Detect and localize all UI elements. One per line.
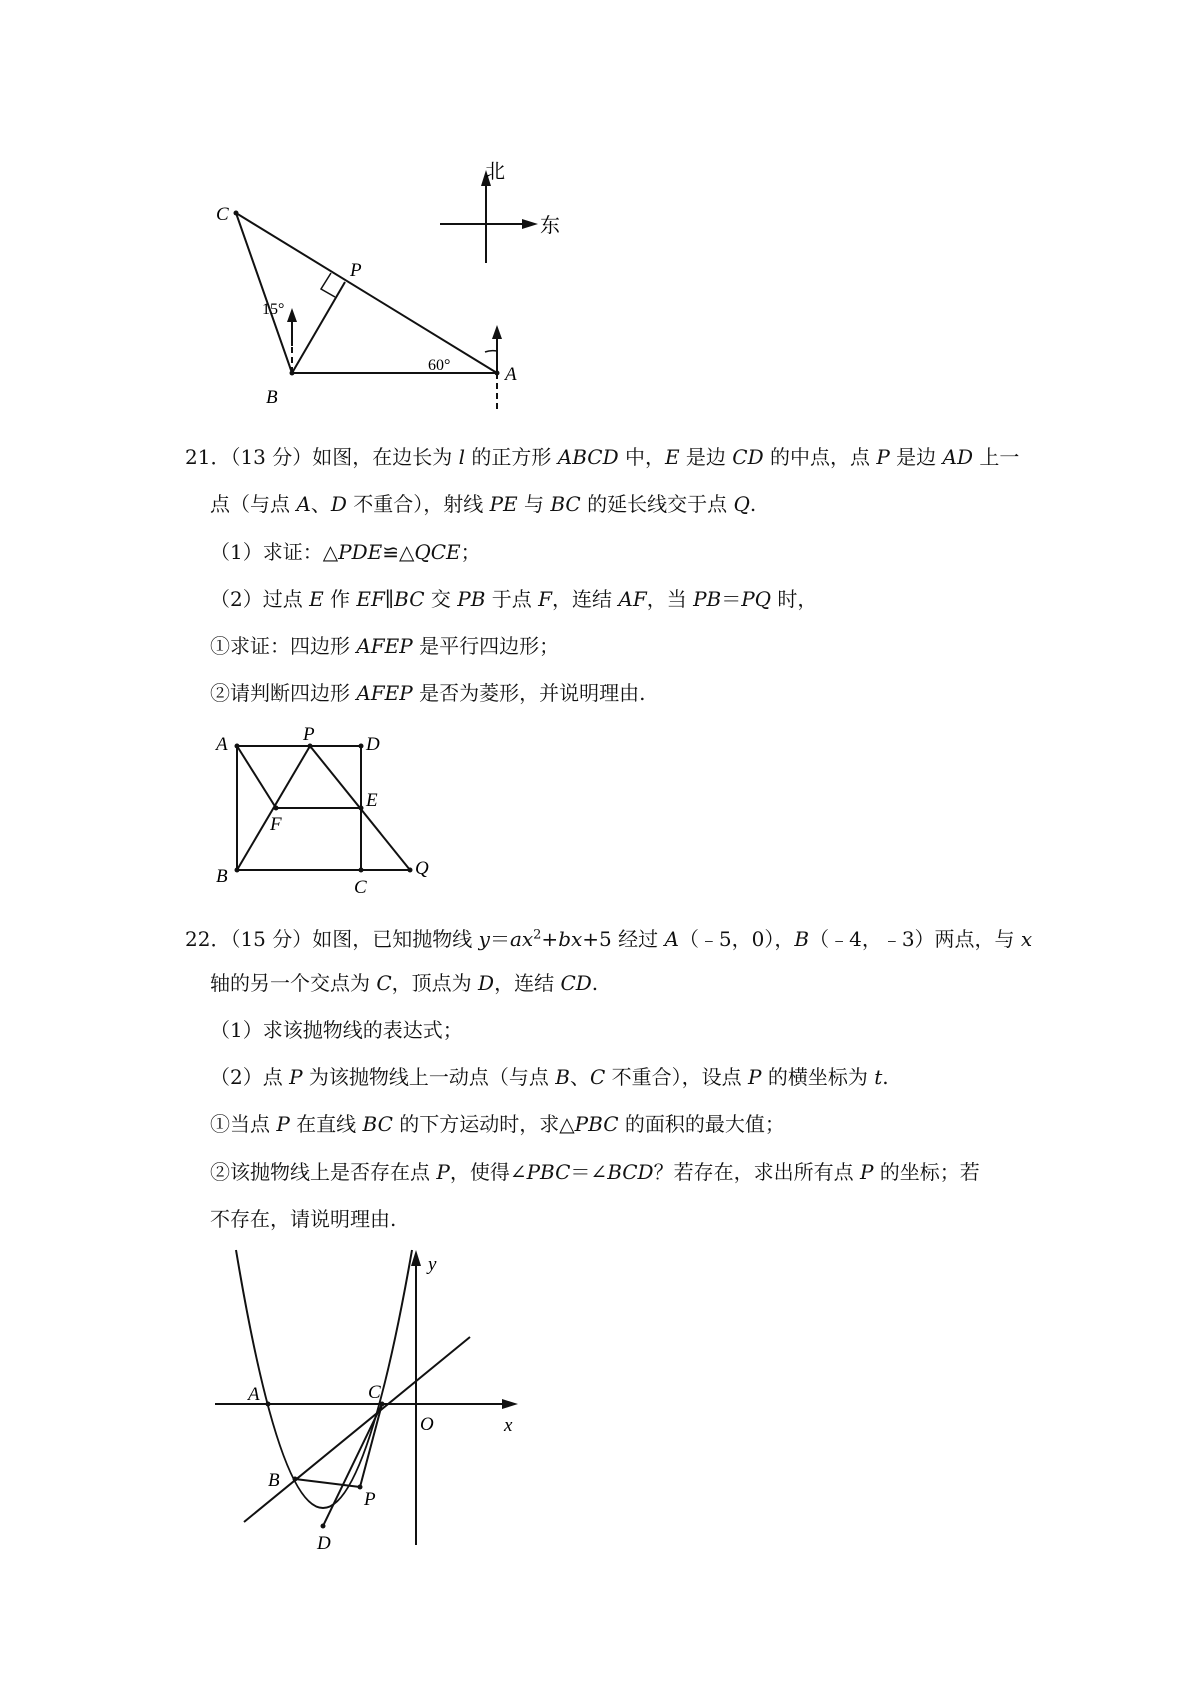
axis-label-y: y bbox=[428, 1254, 437, 1275]
text-segment: 是平行四边形； bbox=[412, 634, 560, 658]
q22-line-5 bbox=[210, 1110, 785, 1138]
math-symbol: BC bbox=[550, 492, 581, 516]
math-symbol: AD bbox=[942, 445, 974, 469]
q22-line-7 bbox=[210, 1205, 396, 1233]
point-label-C: C bbox=[216, 204, 229, 225]
point-label-A: A bbox=[248, 1384, 260, 1405]
math-symbol: F bbox=[538, 587, 553, 611]
q22-line-4 bbox=[210, 1063, 889, 1091]
math-symbol: P bbox=[289, 1065, 303, 1089]
text-segment: +5 经过 bbox=[582, 926, 665, 951]
q22-line-6 bbox=[210, 1158, 980, 1186]
text-segment: ①当点 bbox=[210, 1112, 277, 1136]
text-segment: . bbox=[749, 492, 757, 516]
text-segment: （2）点 bbox=[210, 1065, 290, 1089]
math-symbol: ax bbox=[509, 926, 534, 951]
angle-label-15: 15° bbox=[262, 301, 285, 318]
text-segment: 轴的另一个交点为 bbox=[210, 971, 377, 995]
text-segment: 上一 bbox=[973, 445, 1020, 469]
x-axis-arrow bbox=[502, 1399, 518, 1409]
math-symbol: Q bbox=[733, 492, 750, 516]
text-segment: ②请判断四边形 bbox=[210, 681, 357, 705]
point-label-Q: Q bbox=[415, 858, 429, 879]
text-segment: . bbox=[591, 971, 599, 995]
text-segment: ，顶点为 bbox=[391, 971, 479, 995]
math-symbol: C bbox=[376, 971, 392, 995]
point-label-P: P bbox=[350, 260, 362, 281]
math-symbol: x bbox=[1020, 926, 1033, 951]
math-symbol: CD bbox=[560, 971, 592, 995]
line-BC bbox=[244, 1337, 470, 1522]
text-segment: 的下方运动时，求△ bbox=[392, 1112, 575, 1136]
math-symbol: AF bbox=[618, 587, 647, 611]
math-symbol: PBC bbox=[574, 1112, 619, 1136]
text-segment: 与 bbox=[517, 492, 551, 516]
text-segment: 于点 bbox=[485, 587, 539, 611]
math-symbol: A bbox=[296, 492, 311, 516]
text-segment: 的延长线交于点 bbox=[580, 492, 734, 516]
text-segment: . bbox=[882, 1065, 889, 1089]
point-label-C: C bbox=[354, 877, 367, 898]
text-segment: 的正方形 bbox=[465, 445, 558, 469]
math-symbol: A bbox=[664, 926, 679, 951]
text-segment: 不重合），射线 bbox=[346, 492, 490, 516]
q22-line-3 bbox=[210, 1016, 463, 1044]
text-segment: ①求证：四边形 bbox=[210, 634, 357, 658]
text-segment: （﹣5，0）， bbox=[678, 926, 795, 951]
math-symbol: B bbox=[555, 1065, 570, 1089]
point-label-P: P bbox=[364, 1489, 376, 1510]
east-label: 东 bbox=[540, 213, 560, 237]
point-label-B: B bbox=[266, 387, 278, 408]
text-segment: 的横坐标为 bbox=[761, 1065, 875, 1089]
segment-PC bbox=[360, 1404, 382, 1487]
math-symbol: PE bbox=[489, 492, 518, 516]
text-segment: ＝ bbox=[721, 587, 742, 611]
q22-diagram bbox=[0, 1240, 600, 1570]
point-label-D: D bbox=[317, 1533, 331, 1554]
math-symbol: AFEP bbox=[356, 634, 413, 658]
text-segment: 的面积的最大值； bbox=[618, 1112, 785, 1136]
text-segment: 22．（15 分）如图，已知抛物线 bbox=[185, 926, 479, 951]
text-segment: ； bbox=[460, 540, 481, 564]
math-symbol: ABCD bbox=[557, 445, 619, 469]
math-symbol: PQ bbox=[741, 587, 772, 611]
math-symbol: BCD bbox=[607, 1160, 654, 1184]
text-segment: ≌△ bbox=[382, 540, 415, 564]
text-segment: 是边 bbox=[889, 445, 943, 469]
axis-label-x: x bbox=[504, 1415, 513, 1436]
text-segment: 的中点，点 bbox=[763, 445, 877, 469]
math-symbol: E bbox=[309, 587, 324, 611]
point-label-A: A bbox=[505, 364, 517, 385]
math-symbol: PB bbox=[457, 587, 486, 611]
math-symbol: AFEP bbox=[356, 681, 413, 705]
text-segment: ？若存在，求出所有点 bbox=[653, 1160, 860, 1184]
text-segment: 点（与点 bbox=[210, 492, 297, 516]
math-symbol: P bbox=[436, 1160, 450, 1184]
text-segment: + bbox=[541, 926, 559, 951]
text-segment: 在直线 bbox=[289, 1112, 363, 1136]
math-symbol: bx bbox=[558, 926, 583, 951]
text-segment: 是边 bbox=[679, 445, 733, 469]
text-segment: 是否为菱形，并说明理由. bbox=[412, 681, 646, 705]
q22-figure bbox=[0, 1240, 600, 1570]
math-symbol: D bbox=[330, 492, 347, 516]
math-symbol: y bbox=[478, 926, 490, 951]
text-segment: ，当 bbox=[646, 587, 694, 611]
text-segment: 不重合），设点 bbox=[605, 1065, 749, 1089]
text-segment: ②该抛物线上是否存在点 bbox=[210, 1160, 437, 1184]
text-segment: 作 bbox=[323, 587, 357, 611]
point-label-O: O bbox=[420, 1414, 434, 1435]
parabola bbox=[236, 1250, 412, 1508]
math-symbol: BC bbox=[362, 1112, 393, 1136]
text-segment: ＝∠ bbox=[570, 1160, 608, 1184]
text-segment: （1）求证：△ bbox=[210, 540, 339, 564]
math-symbol: B bbox=[794, 926, 810, 951]
text-segment: 交 bbox=[424, 587, 458, 611]
math-symbol: BC bbox=[394, 587, 425, 611]
math-symbol: CD bbox=[732, 445, 764, 469]
math-symbol: C bbox=[589, 1065, 606, 1089]
text-segment: ＝ bbox=[489, 926, 510, 951]
math-symbol: P bbox=[876, 445, 890, 469]
point-label-E: E bbox=[366, 790, 378, 811]
math-symbol: t bbox=[874, 1065, 883, 1089]
point-label-A: A bbox=[216, 734, 228, 755]
text-segment: 时， bbox=[771, 587, 818, 611]
text-segment: 、 bbox=[310, 492, 331, 516]
text-segment: 不存在，请说明理由. bbox=[210, 1207, 397, 1231]
text-segment: 中， bbox=[618, 445, 665, 469]
text-segment: ，连结 bbox=[552, 587, 619, 611]
math-symbol: l bbox=[458, 445, 466, 469]
point-label-D: D bbox=[366, 734, 380, 755]
point-label-B: B bbox=[268, 1470, 280, 1491]
math-symbol: P bbox=[859, 1160, 874, 1184]
text-segment: （﹣4，﹣3）两点，与 bbox=[809, 926, 1021, 951]
q22-line-1 bbox=[185, 921, 1032, 953]
math-symbol: PBC bbox=[526, 1160, 571, 1184]
text-segment: ，连结 bbox=[494, 971, 561, 995]
text-segment: ∥ bbox=[384, 587, 395, 611]
point-label-C: C bbox=[368, 1382, 381, 1403]
angle-label-60: 60° bbox=[428, 357, 451, 374]
text-segment: 为该抛物线上一动点（与点 bbox=[302, 1065, 556, 1089]
superscript: 2 bbox=[533, 927, 542, 942]
north-label: 北 bbox=[485, 159, 505, 183]
text-segment: 21．（13 分）如图，在边长为 bbox=[185, 445, 459, 469]
text-segment: ，使得∠ bbox=[449, 1160, 527, 1184]
point-label-P: P bbox=[303, 724, 315, 745]
math-symbol: PB bbox=[693, 587, 722, 611]
math-symbol: P bbox=[748, 1065, 762, 1089]
math-symbol: D bbox=[478, 971, 495, 995]
point-label-F: F bbox=[270, 814, 282, 835]
text-segment: （1）求该抛物线的表达式； bbox=[210, 1018, 463, 1042]
math-symbol: QCE bbox=[414, 540, 461, 564]
math-symbol: P bbox=[276, 1112, 290, 1136]
text-segment: 的坐标；若 bbox=[873, 1160, 980, 1184]
math-symbol: E bbox=[664, 445, 680, 469]
math-symbol: EF bbox=[356, 587, 385, 611]
q22-line-2 bbox=[210, 969, 598, 997]
text-segment: （2）过点 bbox=[210, 587, 310, 611]
math-symbol: PDE bbox=[338, 540, 383, 564]
text-segment: 、 bbox=[569, 1065, 590, 1089]
point-label-B: B bbox=[216, 866, 228, 887]
